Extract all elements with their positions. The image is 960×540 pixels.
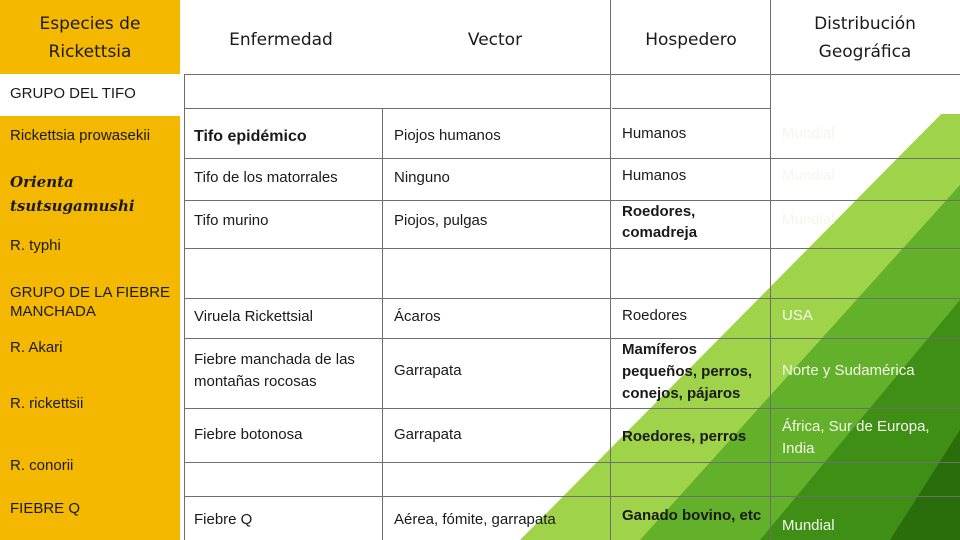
- row7-vector: Aérea, fómite, garrapata: [394, 511, 556, 528]
- row5-hospedero: Mamíferos pequeños, perros, conejos, pájaros: [622, 341, 753, 402]
- row4-enfermedad: Viruela Rickettsial: [194, 308, 313, 325]
- row2-vector: Ninguno: [394, 169, 450, 186]
- row6-distribucion: África, Sur de Europa, India: [782, 418, 930, 457]
- label-conorii: R. conorii: [10, 457, 74, 474]
- label-akari: R. Akari: [10, 339, 63, 356]
- row6-enfermedad: Fiebre botonosa: [194, 426, 303, 443]
- row5-distribucion: Norte y Sudamérica: [782, 362, 915, 379]
- row2-hospedero: Humanos: [622, 167, 687, 184]
- row1-enfermedad: Tifo epidémico: [194, 128, 307, 145]
- label-orienta: Orienta tsutsugamushi: [10, 173, 135, 215]
- label-rickettsii: R. rickettsii: [10, 395, 84, 412]
- row3-distribucion: Mundial: [782, 211, 835, 228]
- row1-hospedero: Humanos: [622, 125, 687, 142]
- header-distribucion: Distribución Geográfica: [814, 14, 916, 62]
- row3-hospedero: Roedores, comadreja: [622, 203, 698, 241]
- row3-enfermedad: Tifo murino: [194, 212, 269, 229]
- label-grupo-fiebre: GRUPO DE LA FIEBRE MANCHADA: [10, 284, 171, 320]
- row7-enfermedad: Fiebre Q: [194, 511, 253, 528]
- row7-hospedero: Ganado bovino, etc: [622, 507, 762, 524]
- header-vector: Vector: [467, 30, 523, 50]
- row5-vector: Garrapata: [394, 362, 462, 379]
- row2-enfermedad: Tifo de los matorrales: [194, 169, 338, 186]
- label-prowasekii: Rickettsia prowasekii: [10, 127, 151, 144]
- header-especies: Especies de Rickettsia: [39, 14, 141, 62]
- row4-vector: Ácaros: [394, 308, 441, 325]
- row3-vector: Piojos, pulgas: [394, 212, 488, 229]
- row1-vector: Piojos humanos: [394, 127, 501, 144]
- row6-hospedero: Roedores, perros: [622, 428, 747, 445]
- row6-vector: Garrapata: [394, 426, 462, 443]
- label-grupo-tifo: GRUPO DEL TIFO: [10, 85, 136, 102]
- header-hospedero: Hospedero: [645, 30, 737, 50]
- row5-enfermedad: Fiebre manchada de las montañas rocosas: [194, 351, 355, 390]
- header-enfermedad: Enfermedad: [229, 30, 333, 50]
- row2-distribucion: Mundial: [782, 167, 835, 184]
- row7-distribucion: Mundial: [782, 517, 835, 534]
- label-typhi: R. typhi: [10, 237, 61, 254]
- row4-hospedero: Roedores: [622, 307, 688, 324]
- row1-distribucion: Mundial: [782, 125, 835, 142]
- label-fiebre-q: FIEBRE Q: [10, 500, 81, 517]
- row4-distribucion: USA: [782, 307, 813, 324]
